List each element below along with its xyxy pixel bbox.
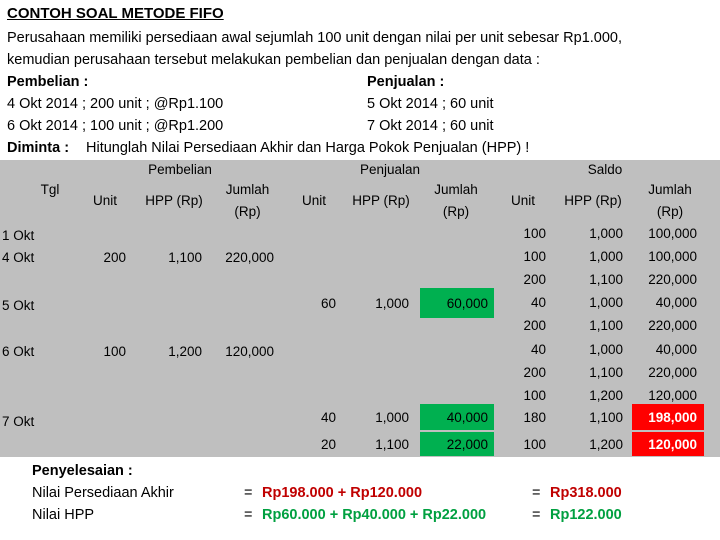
pembelian-hpp: 1,100: [168, 250, 202, 265]
persediaan-label: Nilai Persediaan Akhir: [32, 485, 174, 501]
hpp-equals: =: [244, 507, 253, 523]
saldo-jumlah: 198,000: [648, 410, 697, 425]
penjualan-jumlah: 60,000: [446, 296, 488, 311]
saldo-unit: 100: [523, 388, 546, 403]
persediaan-expression: Rp198.000 + Rp120.000: [262, 485, 423, 501]
pembelian-hpp: 1,200: [168, 344, 202, 359]
date-4okt: 4 Okt: [2, 250, 35, 265]
pembelian-jumlah: 120,000: [225, 344, 274, 359]
saldo-unit: 180: [523, 410, 546, 425]
penjualan-line-1: 5 Okt 2014 ; 60 unit: [367, 96, 494, 112]
persediaan-equals: =: [244, 485, 253, 501]
saldo-hpp: 1,000: [589, 226, 623, 241]
saldo-hpp: 1,100: [589, 365, 623, 380]
fifo-table: [0, 160, 720, 457]
page-title: CONTOH SOAL METODE FIFO: [7, 5, 224, 22]
pembelian-jumlah: 220,000: [225, 250, 274, 265]
penjualan-unit: 60: [320, 296, 336, 311]
header-saldo: Saldo: [587, 162, 623, 177]
header-saldo-unit: Unit: [510, 193, 535, 208]
saldo-unit: 100: [523, 226, 546, 241]
intro-line-2: kemudian perusahaan tersebut melakukan pembelian dan penjualan dengan data :: [7, 52, 540, 68]
persediaan-result: Rp318.000: [550, 485, 622, 501]
saldo-jumlah: 40,000: [655, 342, 697, 357]
date-6okt: 6 Okt: [2, 344, 35, 359]
diminta-text: Hitunglah Nilai Persediaan Akhir dan Harga Pokok Penjualan (HPP) !: [86, 140, 530, 156]
hpp-label: Nilai HPP: [32, 507, 95, 523]
saldo-unit: 200: [523, 365, 546, 380]
header-penjualan-hpp: HPP (Rp): [352, 193, 410, 208]
hpp-result-equals: =: [532, 507, 541, 523]
pembelian-unit: 200: [103, 250, 126, 265]
header-tgl: Tgl: [40, 182, 60, 197]
pembelian-line-2: 6 Okt 2014 ; 100 unit ; @Rp1.200: [7, 118, 224, 134]
penjualan-hpp: 1,100: [375, 437, 409, 452]
header-saldo-hpp: HPP (Rp): [564, 193, 622, 208]
penjualan-unit: 40: [320, 410, 336, 425]
saldo-hpp: 1,100: [589, 272, 623, 287]
saldo-jumlah: 220,000: [648, 318, 697, 333]
header-pembelian: Pembelian: [148, 162, 212, 177]
diminta-label: Diminta :: [7, 140, 70, 156]
header-penjualan: Penjualan: [359, 162, 421, 177]
header-penjualan-unit: Unit: [301, 193, 326, 208]
header-penjualan-jumlah: Jumlah: [434, 182, 478, 197]
saldo-unit: 200: [523, 272, 546, 287]
date-1okt: 1 Okt: [2, 228, 35, 243]
header-pembelian-unit: Unit: [92, 193, 117, 208]
saldo-jumlah: 100,000: [648, 226, 697, 241]
saldo-unit: 40: [530, 342, 546, 357]
saldo-hpp: 1,000: [589, 295, 623, 310]
date-7okt: 7 Okt: [2, 414, 35, 429]
saldo-unit: 40: [530, 295, 546, 310]
persediaan-result-equals: =: [532, 485, 541, 501]
penjualan-unit: 20: [320, 437, 336, 452]
saldo-jumlah: 100,000: [648, 249, 697, 264]
intro-line-1: Perusahaan memiliki persediaan awal sejumlah 100 unit dengan nilai per unit sebesar Rp1.000,: [7, 30, 623, 46]
saldo-hpp: 1,100: [589, 318, 623, 333]
saldo-unit: 200: [523, 318, 546, 333]
saldo-hpp: 1,000: [589, 342, 623, 357]
header-penjualan-rp: (Rp): [442, 204, 470, 219]
saldo-hpp: 1,200: [589, 437, 623, 452]
header-pembelian-jumlah: Jumlah: [225, 182, 270, 197]
saldo-jumlah: 40,000: [655, 295, 697, 310]
penjualan-hpp: 1,000: [375, 410, 409, 425]
saldo-hpp: 1,200: [589, 388, 623, 403]
penjualan-jumlah: 22,000: [446, 437, 488, 452]
saldo-unit: 100: [523, 437, 546, 452]
saldo-hpp: 1,000: [589, 249, 623, 264]
pembelian-unit: 100: [103, 344, 126, 359]
pembelian-line-1: 4 Okt 2014 ; 200 unit ; @Rp1.100: [7, 96, 224, 112]
header-saldo-rp: (Rp): [656, 204, 684, 219]
penyelesaian-label: Penyelesaian :: [32, 463, 133, 479]
date-5okt: 5 Okt: [2, 298, 35, 313]
saldo-hpp: 1,100: [589, 410, 623, 425]
hpp-expression: Rp60.000 + Rp40.000 + Rp22.000: [262, 507, 487, 523]
hpp-result: Rp122.000: [550, 507, 622, 523]
penjualan-hpp: 1,000: [375, 296, 409, 311]
penjualan-line-2: 7 Okt 2014 ; 60 unit: [367, 118, 494, 134]
header-pembelian-hpp: HPP (Rp): [145, 193, 203, 208]
saldo-jumlah: 220,000: [648, 365, 697, 380]
penjualan-label: Penjualan :: [367, 74, 445, 90]
penjualan-jumlah: 40,000: [446, 410, 488, 425]
saldo-jumlah: 120,000: [648, 437, 697, 452]
header-pembelian-rp: (Rp): [234, 204, 261, 219]
saldo-jumlah: 120,000: [648, 388, 697, 403]
saldo-unit: 100: [523, 249, 546, 264]
pembelian-label: Pembelian :: [7, 74, 89, 90]
saldo-jumlah: 220,000: [648, 272, 697, 287]
header-saldo-jumlah: Jumlah: [648, 182, 692, 197]
